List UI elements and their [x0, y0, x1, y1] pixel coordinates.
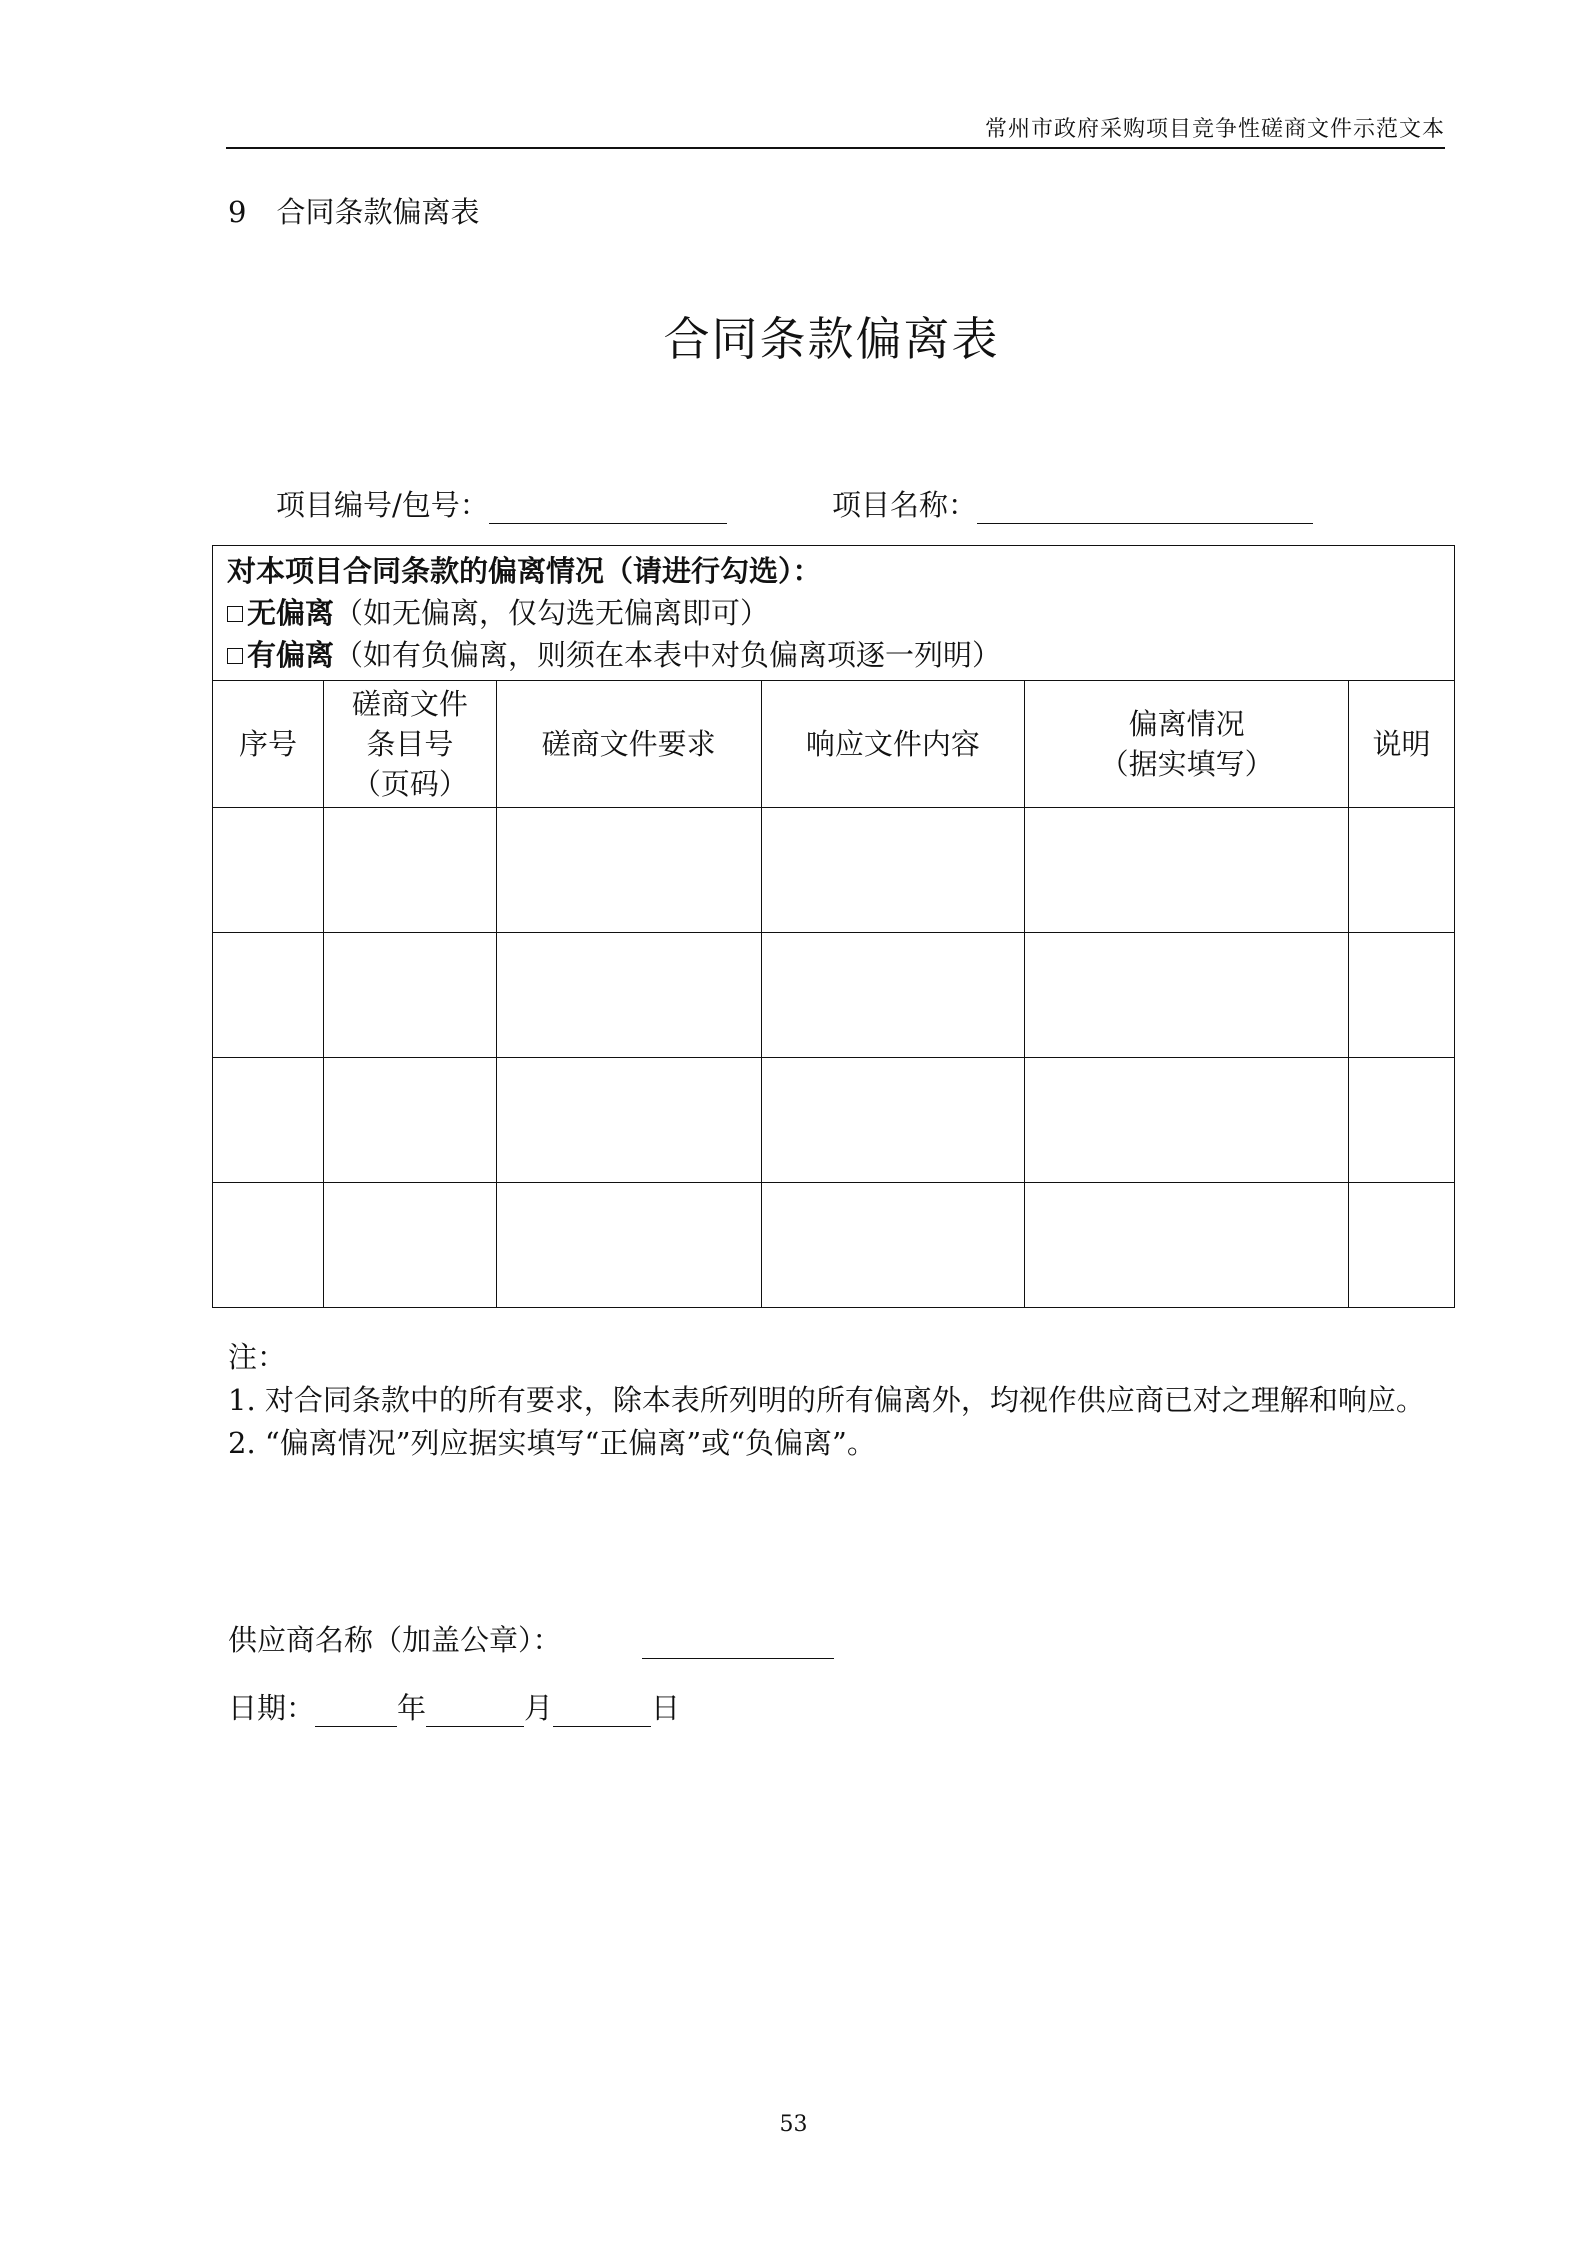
cell-seq[interactable] [213, 808, 324, 933]
table-row [213, 808, 1455, 933]
cell-remark[interactable] [1349, 1058, 1455, 1183]
header-seq: 序号 [213, 681, 324, 808]
cell-response[interactable] [761, 808, 1025, 933]
has-deviation-desc: （如有负偏离，则须在本表中对负偏离项逐一列明） [334, 638, 1002, 672]
table-row [213, 1058, 1455, 1183]
month-field[interactable] [426, 1696, 524, 1727]
cell-requirement[interactable] [496, 933, 761, 1058]
project-number-field[interactable] [489, 493, 727, 524]
project-number-line [276, 483, 727, 524]
cell-requirement[interactable] [496, 1183, 761, 1308]
cell-clause-no[interactable] [323, 808, 496, 933]
cell-requirement[interactable] [496, 1058, 761, 1183]
table-header-row [213, 681, 1455, 808]
deviation-choice-row [213, 546, 1455, 681]
cell-remark[interactable] [1349, 1183, 1455, 1308]
table-row [213, 933, 1455, 1058]
cell-response[interactable] [761, 1058, 1025, 1183]
section-number: 9 [228, 195, 247, 229]
notes-label: 注： [228, 1340, 287, 1374]
month-label: 月 [524, 1691, 554, 1725]
cell-response[interactable] [761, 1183, 1025, 1308]
no-deviation-label: 无偏离 [247, 596, 335, 630]
section-label: 合同条款偏离表 [276, 195, 480, 229]
day-field[interactable] [553, 1696, 651, 1727]
project-number-label: 项目编号/包号： [276, 488, 489, 522]
date-line [228, 1686, 680, 1727]
no-deviation-checkbox[interactable] [227, 606, 243, 622]
header-deviation [1025, 681, 1349, 808]
header-clause-no [323, 681, 496, 808]
year-field[interactable] [315, 1696, 397, 1727]
cell-seq[interactable] [213, 1058, 324, 1183]
header-clause-line1: 磋商文件 [351, 687, 468, 721]
supplier-field[interactable] [642, 1628, 834, 1659]
section-heading [228, 190, 479, 231]
cell-deviation[interactable] [1025, 1183, 1349, 1308]
has-deviation-label: 有偏离 [247, 638, 335, 672]
deviation-intro-heading: 对本项目合同条款的偏离情况（请进行勾选）： [227, 554, 822, 588]
supplier-line [228, 1618, 834, 1659]
header-requirement: 磋商文件要求 [496, 681, 761, 808]
no-deviation-option [227, 592, 1440, 634]
day-label: 日 [651, 1691, 681, 1725]
cell-deviation[interactable] [1025, 1058, 1349, 1183]
note-item-2: 2. “偏离情况”列应据实填写“正偏离”或“负偏离”。 [228, 1426, 876, 1460]
header-clause-line3: （页码） [351, 767, 468, 801]
cell-response[interactable] [761, 933, 1025, 1058]
cell-clause-no[interactable] [323, 933, 496, 1058]
project-name-line [832, 483, 1313, 524]
has-deviation-checkbox[interactable] [227, 648, 243, 664]
supplier-label: 供应商名称（加盖公章）： [228, 1623, 562, 1657]
header-response: 响应文件内容 [761, 681, 1025, 808]
table-row [213, 1183, 1455, 1308]
cell-deviation[interactable] [1025, 808, 1349, 933]
header-rule [226, 147, 1445, 149]
cell-deviation[interactable] [1025, 933, 1349, 1058]
cell-requirement[interactable] [496, 808, 761, 933]
has-deviation-option [227, 634, 1440, 676]
header-clause-line2: 条目号 [366, 727, 454, 761]
cell-seq[interactable] [213, 933, 324, 1058]
no-deviation-desc: （如无偏离，仅勾选无偏离即可） [334, 596, 770, 630]
page-number: 53 [779, 2112, 808, 2137]
cell-remark[interactable] [1349, 933, 1455, 1058]
deviation-table [212, 545, 1455, 1308]
cell-clause-no[interactable] [323, 1183, 496, 1308]
header-deviation-line2: （据实填写） [1099, 747, 1274, 781]
deviation-choice-cell [213, 546, 1455, 681]
header-deviation-line1: 偏离情况 [1128, 707, 1245, 741]
note-item-1: 1. 对合同条款中的所有要求，除本表所列明的所有偏离外，均视作供应商已对之理解和响应。 [228, 1383, 1425, 1417]
document-title: 合同条款偏离表 [663, 312, 1000, 366]
cell-clause-no[interactable] [323, 1058, 496, 1183]
cell-remark[interactable] [1349, 808, 1455, 933]
running-header: 常州市政府采购项目竞争性磋商文件示范文本 [984, 117, 1445, 142]
project-name-field[interactable] [977, 493, 1313, 524]
project-name-label: 项目名称： [832, 488, 978, 522]
header-remark: 说明 [1349, 681, 1455, 808]
year-label: 年 [397, 1691, 427, 1725]
notes-section [228, 1336, 1453, 1465]
date-label: 日期： [228, 1691, 316, 1725]
cell-seq[interactable] [213, 1183, 324, 1308]
